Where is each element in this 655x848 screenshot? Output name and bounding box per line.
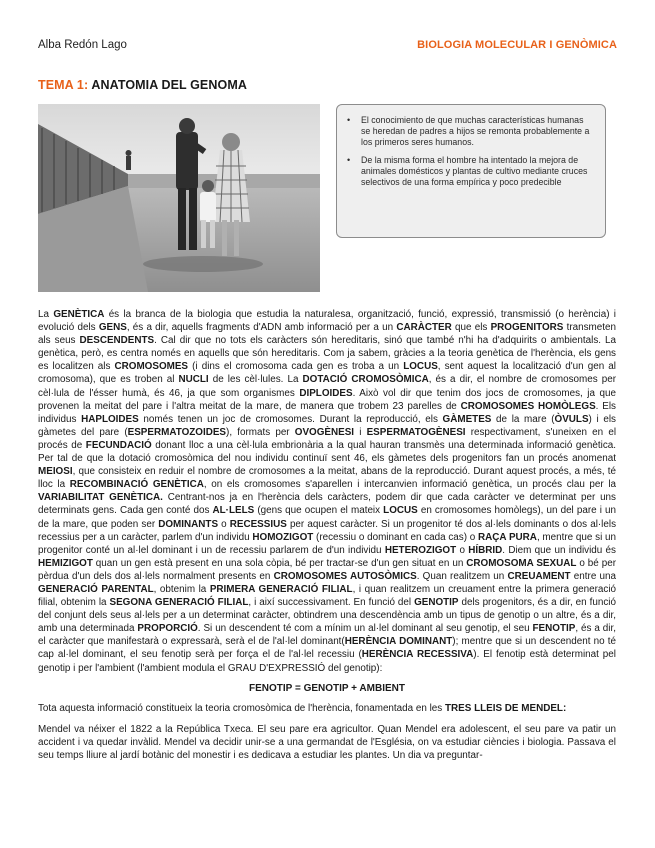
bold-term: OVOGÈNESI	[294, 426, 355, 438]
bold-term: ESPERMATOGÈNESI	[366, 426, 466, 438]
bold-term: RECOMBINACIÓ GENÈTICA	[69, 479, 204, 491]
bold-term: CROMOSOMES	[114, 361, 189, 373]
bold-term: CROMOSOMES AUTOSÒMICS	[273, 570, 417, 582]
bold-term: VARIABILITAT GENÈTICA.	[38, 492, 163, 504]
callout-bullet	[347, 115, 595, 149]
bold-term: PROPORCIÓ	[137, 623, 198, 635]
intro-callout-box	[336, 104, 606, 238]
bold-term: DESCENDENTS	[79, 335, 155, 347]
bold-term: DOMINANTS	[158, 518, 219, 530]
bold-term: LOCUS	[403, 361, 438, 373]
bold-term: HOMOZIGOT	[252, 531, 314, 543]
topic-heading	[38, 78, 247, 92]
bold-term: HAPLOIDES	[81, 413, 139, 425]
bold-term: CROMOSOMES HOMÒLEGS	[460, 400, 596, 412]
bold-term: HETEROZIGOT	[384, 544, 457, 556]
bold-term: HEMIZIGOT	[38, 557, 93, 569]
bold-term: CREUAMENT	[507, 570, 571, 582]
bold-term: TRES LLEIS DE MENDEL:	[444, 702, 567, 714]
bold-term: HÍBRID	[468, 544, 503, 556]
mendel-laws-intro: Tota aquesta informació constitueix la teoria cromosòmica de l'herència, fonamentada en les TRES LLEIS DE MENDEL:	[38, 702, 567, 714]
bold-term: GENS	[98, 322, 127, 334]
bold-term: DOTACIÓ CROMOSÒMICA	[302, 374, 429, 386]
bold-term: FECUNDACIÓ	[85, 439, 152, 451]
bold-term: PROGENITORS	[490, 322, 564, 334]
bold-term: RECESSIUS	[229, 518, 287, 530]
mendel-biography-paragraph: Mendel va néixer el 1822 a la República Txeca. El seu pare era agricultor. Quan Mendel era adolescent, el seu pare va patir un accident i va quedar invàlid. Mendel va decidir unir-se a una germandat de l'Església, on va estudiar ciències i biologia. Passava el seu temps lliure al jardí botànic del monestir i es dedicava a estudiar les plantes. Un dia va preguntar-	[38, 723, 616, 761]
callout-bullet	[347, 155, 595, 189]
bold-term: GÀMETES	[442, 413, 492, 425]
family-beach-photo	[38, 104, 320, 292]
bold-term: LOCUS	[383, 505, 418, 517]
bold-term: ÒVULS	[554, 413, 589, 425]
main-text	[38, 308, 616, 762]
bold-term: MEIOSI	[38, 466, 73, 478]
bold-term: HERÈNCIA DOMINANT	[344, 636, 453, 648]
bold-term: GENOTIP	[414, 597, 459, 609]
bullet-dot-icon: •	[347, 154, 351, 165]
callout-bullet-text: El conocimiento de que muchas características humanas se heredan de padres a hijos se remonta probablemente a los primeros seres humanos.	[361, 115, 590, 148]
bold-term: NUCLI	[178, 374, 209, 386]
subject-title: BIOLOGIA MOLECULAR I GENÒMICA	[417, 39, 617, 51]
bold-term: FENOTIP	[532, 623, 576, 635]
bold-term: GENERACIÓ PARENTAL	[38, 583, 154, 595]
bold-term: RAÇA PURA	[478, 531, 537, 543]
bold-term: HERÈNCIA RECESSIVA	[361, 649, 474, 661]
phenotype-formula: FENOTIP = GENOTIP + AMBIENT	[249, 682, 405, 694]
bold-term: CARÀCTER	[396, 322, 452, 334]
bullet-dot-icon: •	[347, 115, 351, 125]
callout-bullet-text: De la misma forma el hombre ha intentado la mejora de animales domésticos y plantas de cultivo mediante cruces selectivos de una forma empírica y poco predecible	[361, 154, 588, 188]
author-name: Alba Redón Lago	[38, 39, 127, 51]
bold-term: PRIMERA GENERACIÓ FILIAL	[209, 583, 353, 595]
genetics-paragraph: La GENÈTICA és la branca de la biologia que estudia la naturalesa, organització, funció, expressió, transmissió (o herència) i evolució dels GENS, és a dir, aquells fragments d'ADN amb informació per a un CARÀCTER que els PROGENITORS transmeten als seus DESCENDENTS. Cal dir que no tots els caràcters són hereditaris, sinó que també n'hi ha d'adquirits o ambientals. La genètica, però, es centra només en aquells que són hereditaris. Com ja sabem, gràcies a la teoria genètica de l'herència, els gens es localitzen als CROMOSOMES (i dins el cromosoma cada gen es troba a un LOCUS, sent aquest la localització d'un gen al cromosoma), que es troben al NUCLI de les cèl·lules. La DOTACIÓ CROMOSÒMICA, és a dir, el nombre de cromosomes per cèl·lula de l'ésser humà, és 46, ja que som organismes DIPLOIDES. Això vol dir que tenim dos jocs de cromosomes, ja que provenen la meitat del pare i l'altra meitat de la mare, de manera que trobem 23 parelles de CROMOSOMES HOMÒLEGS. Els individus HAPLOIDES només tenen un joc de cromosomes. Durant la reproducció, els GÀMETES de la mare (ÒVULS) i els gàmetes del pare (ESPERMATOZOIDES), formats per OVOGÈNESI i ESPERMATOGÈNESI respectivament, s'uneixen en el procés de FECUNDACIÓ donant lloc a una cèl·lula embrionària a la qual hauran transmès una determinada informació genètica. Per tal de que la dotació cromosòmica del nou individu continuï sent 46, els gàmetes dels progenitors fan un procés anomenat MEIOSI, que consisteix en reduir el nombre de cromosomes a la meitat, abans de la reproducció. Durant aquest procés, a més, té lloc la RECOMBINACIÓ GENÈTICA, on els cromosomes s'aparellen i intercanvien informació genètica, un procés clau per la VARIABILITAT GENÈTICA. Centrant-nos ja en l'herència dels caràcters, podem dir que cada caràcter ve determinat per uns determinats gens. Cada gen conté dos AL·LELS (gens que ocupen el mateix LOCUS en cromosomes homòlegs), un del pare i un de la mare, que poden ser DOMINANTS o RECESSIUS per aquest caràcter. Si un progenitor té dos al·lels dominants o dos al·lels recessius per a un caràcter, parlem d'un individu HOMOZIGOT (recessiu o dominant en cada cas) o RAÇA PURA, mentre que si un progenitor conté un al·lel dominant i un de recessiu parlarem de d'un individu HETEROZIGOT o HÍBRID. Diem que un individu és HEMIZIGOT quan un gen està present en una sola còpia, bé per tractar-se d'un gen situat en un CROMOSOMA SEXUAL o bé per pèrdua d'un dels dos al·lels normalment presents en CROMOSOMES AUTOSÒMICS. Quan realitzem un CREUAMENT entre una GENERACIÓ PARENTAL, obtenim la PRIMERA GENERACIÓ FILIAL, i quan realitzem un creuament entre la primera generació filial, obtenim la SEGONA GENERACIÓ FILIAL, i així successivament. En funció del GENOTIP dels progenitors, és a dir, en funció del conjunt dels seus al·lels per a un determinat caràcter, obtindrem una descendència amb un tipus de genotip o un altre, és a dir, amb una determinada PROPORCIÓ. Si un descendent té com a mínim un al·lel dominant al seu genotip, el seu FENOTIP, és a dir, el caràcter que manifestarà o expressarà, serà el de l'al·lel dominant(HERÈNCIA DOMINANT); mentre que si un descendent no té cap al·lel dominant, el seu fenotip serà per força el de l'al·lel recessiu (HERÈNCIA RECESSIVA). El fenotip està determinat pel genotip i per l'ambient (l'ambient modula el GRAU D'EXPRESSIÓ del genotip):	[38, 309, 617, 674]
topic-title: ANATOMIA DEL GENOMA	[91, 78, 247, 92]
topic-number: TEMA 1:	[38, 78, 89, 92]
bold-term: DIPLOIDES	[299, 387, 353, 399]
bold-term: GENÈTICA	[53, 309, 105, 320]
bold-term: ESPERMATOZOIDES	[127, 426, 227, 438]
bold-term: SEGONA GENERACIÓ FILIAL	[109, 597, 249, 609]
bold-term: AL·LELS	[212, 505, 255, 517]
bold-term: CROMOSOMA SEXUAL	[466, 557, 577, 569]
